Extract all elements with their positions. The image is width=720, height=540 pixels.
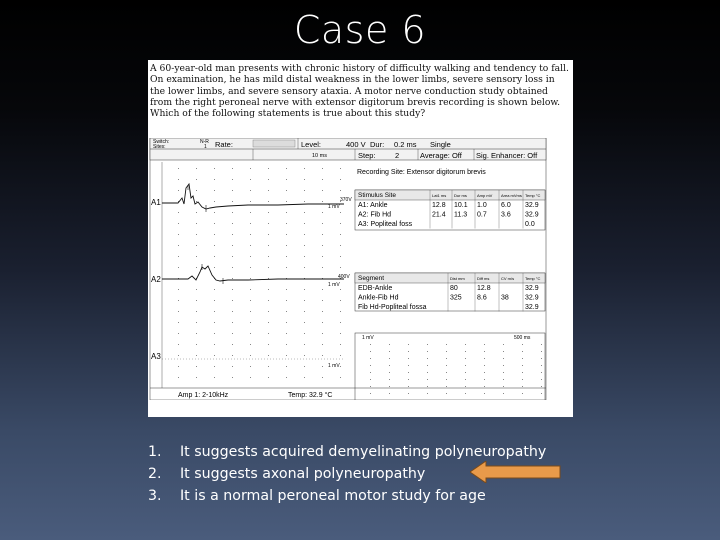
option-text: It suggests acquired demyelinating polyneuropathy [180,444,547,460]
table-cell: Ankle-Fib Hd [358,294,399,302]
table-cell: 8.6 [477,294,487,302]
sites-label: Sites: [153,144,166,150]
table-cell: 12.8 [477,285,491,292]
option-text: It is a normal peroneal motor study for age [180,488,486,504]
table-header-cell: Area mVms [501,193,522,198]
rate-field[interactable] [253,140,295,147]
stim-a1: 370V [340,197,352,203]
table-cell: 11.3 [454,211,468,219]
sweep-label: 10 ms [312,153,327,159]
table-cell: A3: Popliteal foss [358,221,413,228]
trace-label-a1: A1 [151,198,161,207]
table-cell: 32.9 [525,285,539,292]
small-panel-sweep: 500 ms [514,335,531,341]
rate-label: Rate: [215,140,233,149]
table-cell: 12.8 [432,202,446,209]
table-cell: 0.0 [525,221,535,228]
table-header-cell: CV m/s [501,276,515,281]
table-header-cell: Dur ms [454,193,467,198]
dur-value[interactable]: 0.2 ms [394,140,417,149]
table-header-cell: Segment [358,275,385,282]
answer-option[interactable] [148,441,546,463]
table-header-cell: Dist mm [450,276,465,281]
emg-screenshot [148,138,548,400]
nr-label: N-R [200,139,209,145]
table-cell: 6.0 [501,202,511,209]
level-label: Level: [301,140,322,149]
table-cell: A1: Ankle [358,202,388,209]
scale-a1: 1 mV [328,204,340,210]
table-cell: 1.0 [477,202,487,209]
table-header-cell: Amp mV [477,193,493,198]
question-text: A 60-year-old man presents with chronic history of difficulty walking and tendency to fall. On examination, he has mild distal weakness in the lower limbs, severe sensory loss in the lower limbs, and severe sensory ataxia. A motor nerve conduction study obtained from the right peroneal nerve with extensor digitorum brevis recording is shown below. Which of the following statements is true about this study? [150,63,569,120]
table-cell: Fib Hd-Popliteal fossa [358,304,427,311]
table-cell: 32.9 [525,304,539,311]
step-label: Step: [358,151,376,160]
table-cell: A2: Fib Hd [358,211,392,219]
trace-label-a3: A3 [151,352,161,361]
nr-value: 1 [204,144,207,150]
recording-site: Recording Site: Extensor digitorum brevis [357,169,486,176]
table-header-cell: Temp °C [525,193,541,198]
table-cell: 21.4 [432,211,446,219]
table-header-cell: Temp °C [525,276,541,281]
table-cell: 32.9 [525,294,539,302]
table-header-cell: Stimulus Site [358,192,396,199]
scale-a2: 1 mV [328,282,340,288]
step-value[interactable]: 2 [395,151,400,160]
table-cell: 80 [450,285,458,292]
question-card [148,60,573,417]
stim-a2: 400V [338,274,350,280]
level-value[interactable]: 400 V [346,140,366,149]
table-cell: 38 [501,294,509,302]
trace-label-a2: A2 [151,275,161,284]
option-number: 3. [148,488,162,504]
option-number: 1. [148,444,162,460]
table-cell: 0.7 [477,211,487,219]
table-cell: 325 [450,294,462,302]
table-cell: EDB-Ankle [358,285,393,292]
table-cell: 10.1 [454,202,468,209]
left-arrow-icon [470,461,562,483]
dur-label: Dur: [370,140,385,149]
switch-label: Switch: [153,139,170,145]
table-header-cell: Lat1 ms [432,193,447,198]
scale-a3: 1 mV [328,363,340,369]
mode-value[interactable]: Single [430,140,451,149]
enhancer-value[interactable]: Sig. Enhancer: Off [476,151,538,160]
average-value[interactable]: Average: Off [420,151,462,160]
stimulus-table [355,190,545,230]
table-header-cell: Diff ms [477,276,490,281]
table-cell: 3.6 [501,211,511,219]
slide-title: Case 6 [293,8,427,52]
table-cell: 32.9 [525,211,539,219]
option-text: It suggests axonal polyneuropathy [180,466,426,482]
amp-setting: Amp 1: 2-10kHz [178,392,229,399]
table-cell: 32.9 [525,202,539,209]
small-trace-panel [355,333,545,400]
small-panel-scale: 1 mV [362,335,374,341]
answer-option[interactable] [148,485,546,507]
segment-table [355,273,545,312]
option-number: 2. [148,466,162,482]
temp-value: Temp: 32.9 °C [288,392,333,399]
